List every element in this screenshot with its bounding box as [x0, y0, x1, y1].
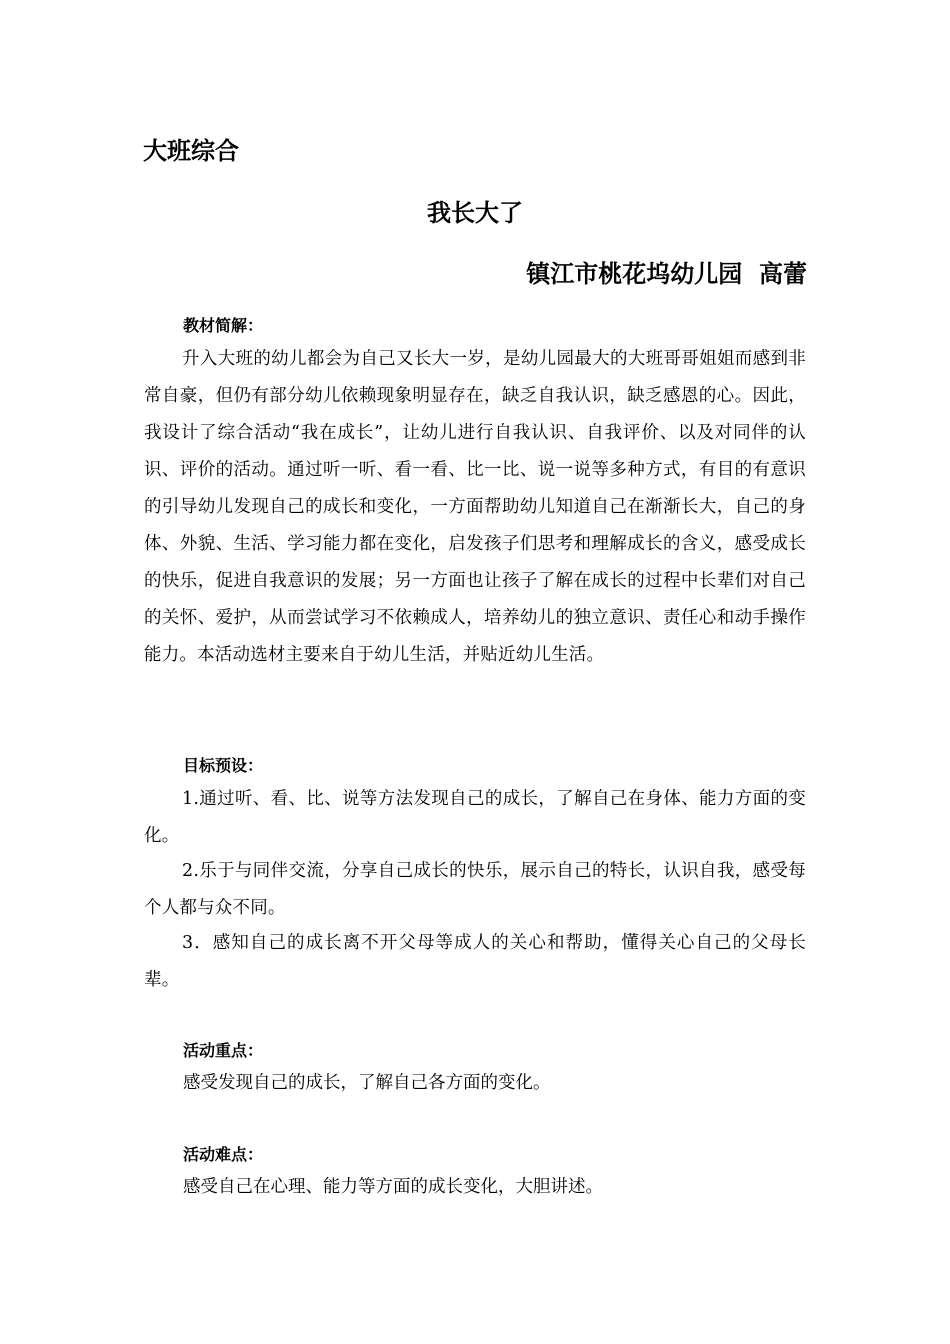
intro-heading: 教材简解： — [183, 316, 264, 335]
goal-item-1: 1.通过听、看、比、说等方法发现自己的成长，了解自己在身体、能力方面的变化。 — [144, 789, 806, 846]
key-point-heading: 活动重点： — [183, 1041, 264, 1060]
difficulty-heading: 活动难点： — [183, 1145, 264, 1164]
document-title: 我长大了 — [427, 199, 523, 227]
difficulty-text: 感受自己在心理、能力等方面的成长变化，大胆讲述。 — [183, 1177, 603, 1197]
goal-item-2: 2.乐于与同伴交流，分享自己成长的快乐，展示自己的特长，认识自我，感受每个人都与众不同。 — [144, 861, 806, 918]
key-point-text: 感受发现自己的成长，了解自己各方面的变化。 — [183, 1073, 551, 1093]
intro-paragraph: 升入大班的幼儿都会为自己又长大一岁，是幼儿园最大的大班哥哥姐姐而感到非常自豪，但仍有部分幼儿依赖现象明显存在，缺乏自我认识，缺乏感恩的心。因此，我设计了综合活动“我在成长”，让幼儿进行自我认识、自我评价、以及对同伴的认识、评价的活动。通过听一听、看一看、比一比、说一说等多种方式，有目的有意识的引导幼儿发现自己的成长和变化，一方面帮助幼儿知道自己在渐渐长大，自己的身体、外貌、生活、学习能力都在变化，启发孩子们思考和理解成长的含义，感受成长的快乐，促进自我意识的发展；另一方面也让孩子了解在成长的过程中长辈们对自己的关怀、爱护，从而尝试学习不依赖成人，培养幼儿的独立意识、责任心和动手操作能力。本活动选材主要来自于幼儿生活，并贴近幼儿生活。 — [144, 349, 806, 665]
goal-item-3: 3．感知自己的成长离不开父母等成人的关心和帮助，懂得关心自己的父母长辈。 — [144, 933, 806, 990]
document-author: 镇江市桃花坞幼儿园 高蕾 — [526, 260, 807, 288]
goals-heading: 目标预设： — [183, 756, 264, 775]
document-category: 大班综合 — [143, 137, 239, 165]
